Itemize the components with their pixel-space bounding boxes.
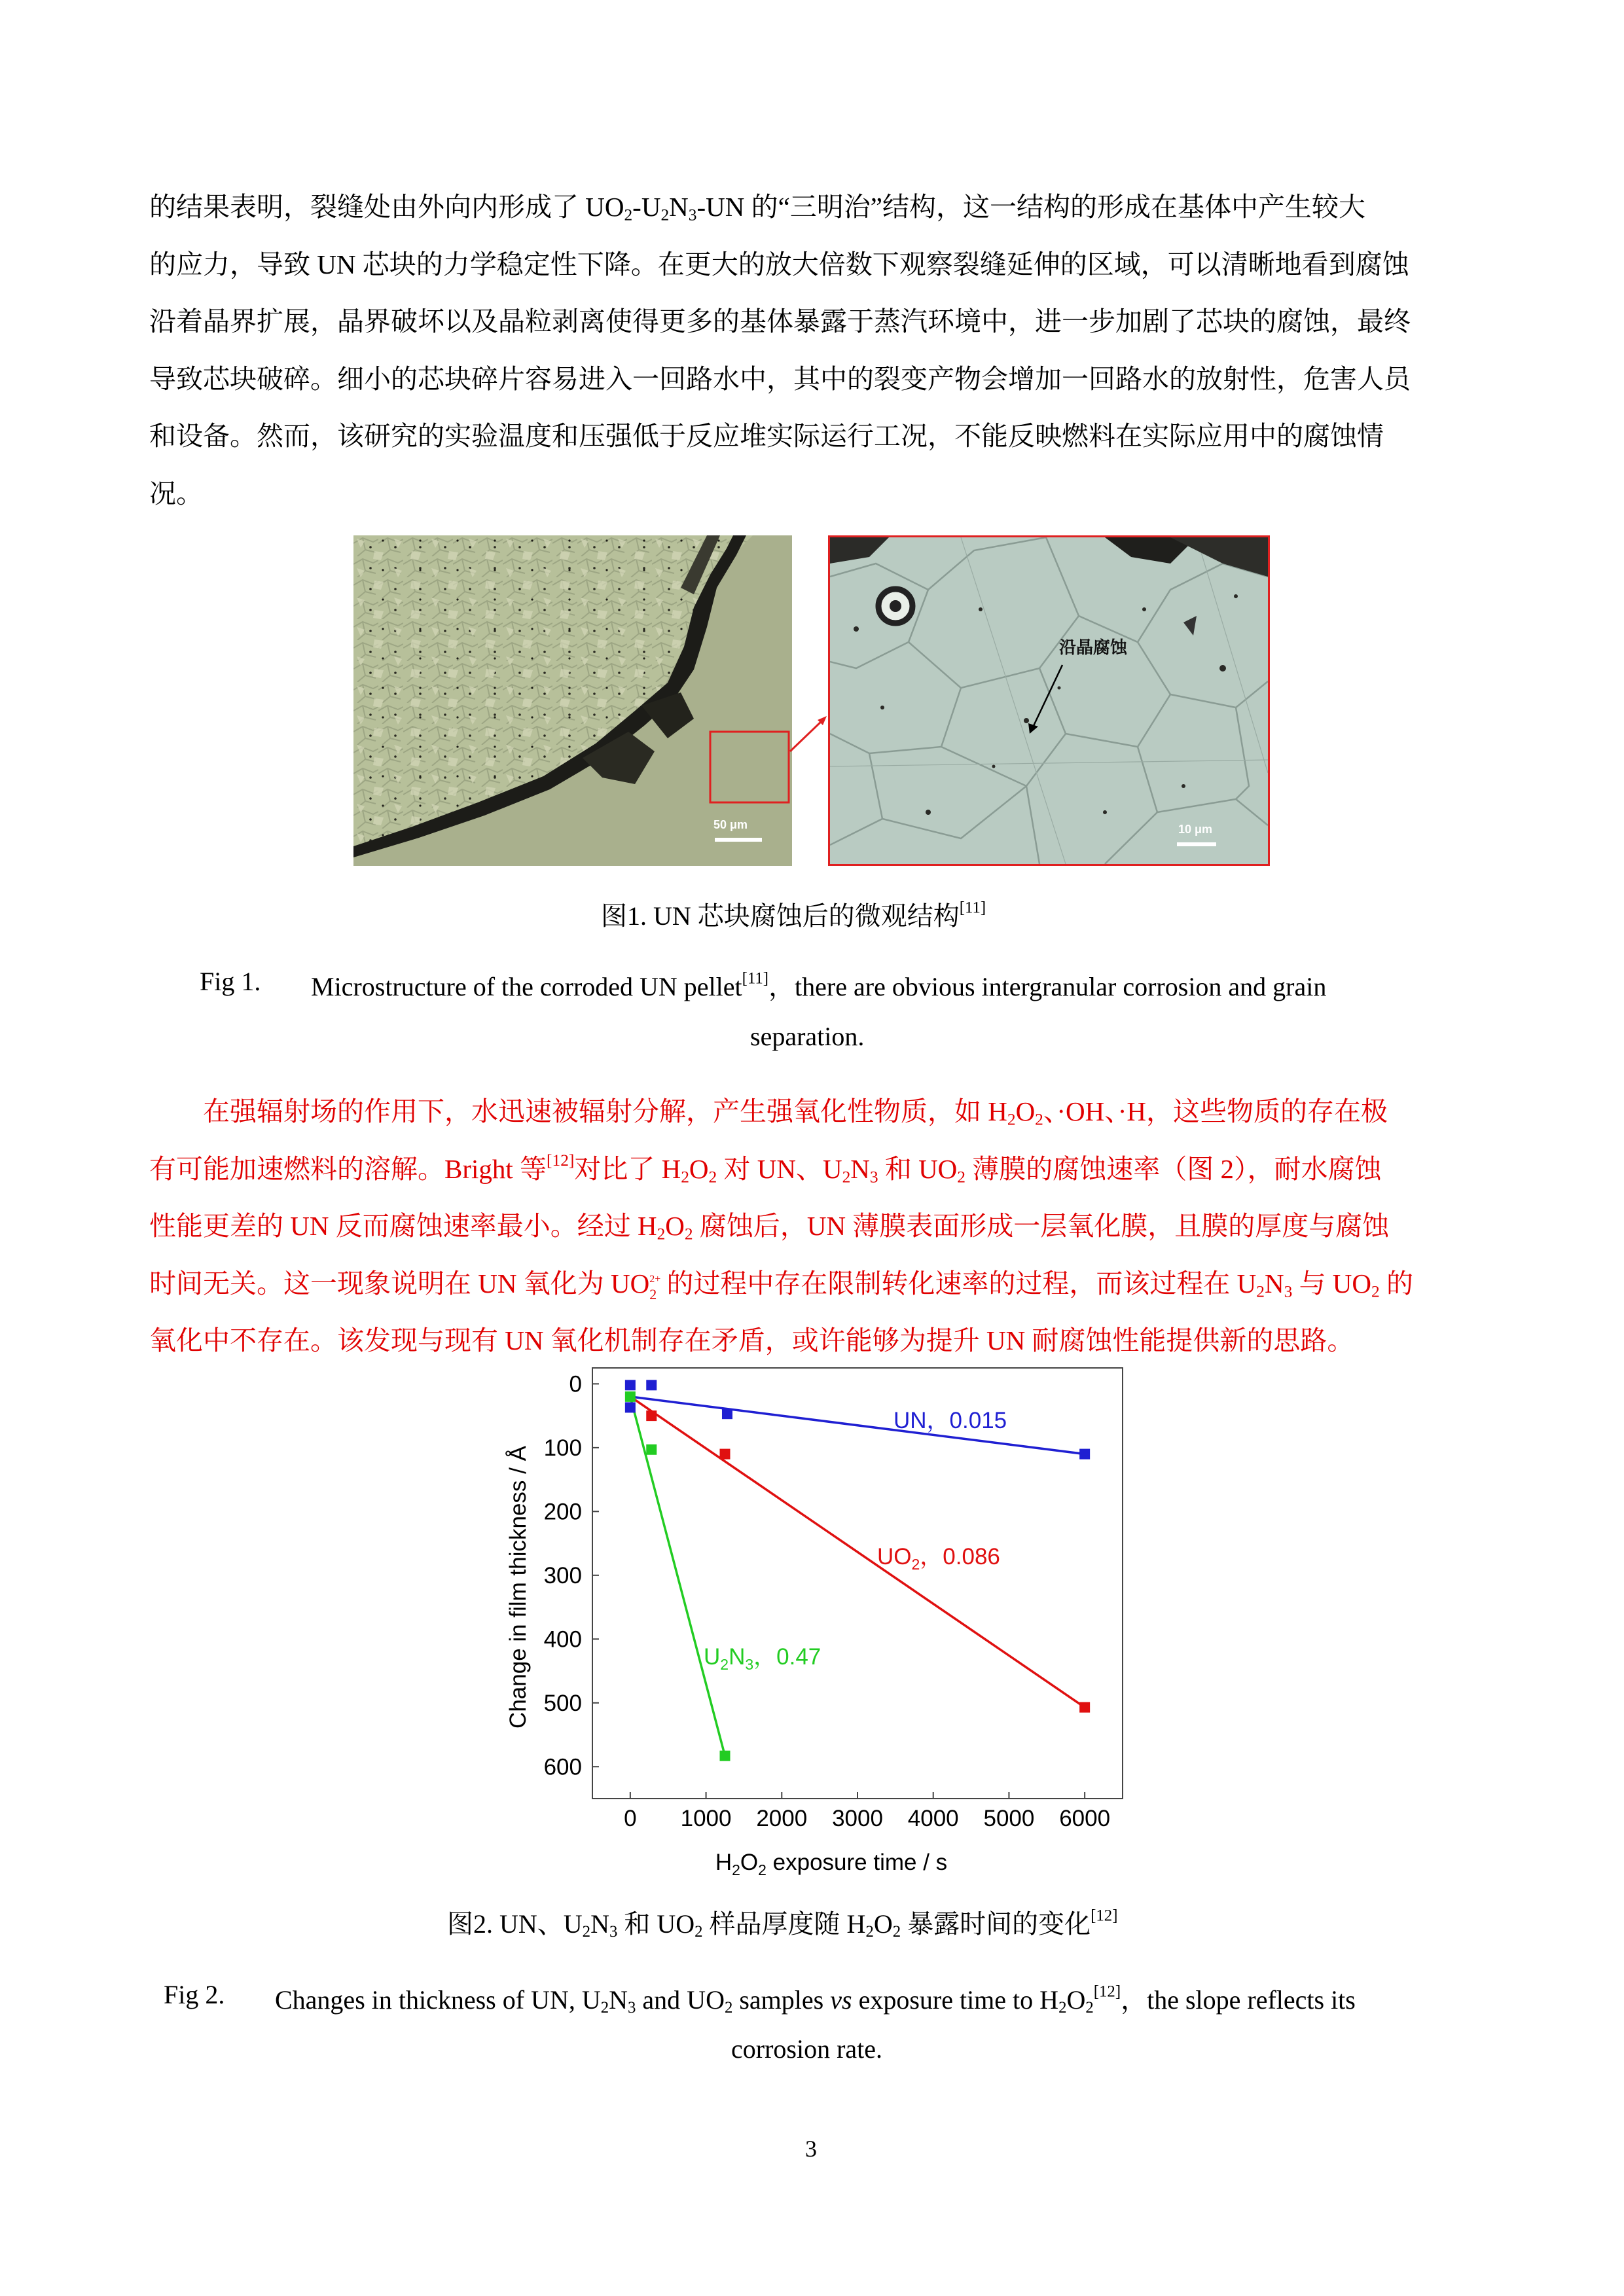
paragraph-1-line-4: 导致芯块破碎。细小的芯块碎片容易进入一回路水中，其中的裂变产物会增加一回路水的放射性，危害人员	[149, 363, 1411, 394]
figure-1-caption-en-label: Fig 1.	[200, 967, 261, 996]
x-tick-label: 5000	[983, 1806, 1035, 1831]
x-tick-label: 4000	[907, 1806, 959, 1831]
y-tick-label: 500	[543, 1690, 582, 1716]
paragraph-1-line-6: 况。	[149, 478, 203, 509]
scale-bar-right-label: 10 μm	[1178, 823, 1213, 836]
x-tick-label: 2000	[756, 1806, 808, 1831]
data-point-uo2	[1079, 1702, 1090, 1713]
paragraph-1-line-2: 的应力，导致 UN 芯块的力学稳定性下降。在更大的放大倍数下观察裂缝延伸的区域，可以清晰地看到腐蚀	[149, 249, 1409, 279]
data-point-un	[722, 1408, 732, 1419]
data-point-un	[625, 1402, 636, 1412]
y-tick-label: 400	[543, 1626, 582, 1653]
paragraph-2-line-5: 氧化中不存在。该发现与现有 UN 氧化机制存在矛盾，或许能够为提升 UN 耐腐蚀性能提供新的思路。	[149, 1325, 1354, 1355]
x-tick-label: 0	[624, 1806, 637, 1831]
y-axis-label: Change in film thickness / Å	[505, 1446, 531, 1729]
paragraph-2-line-2: 有可能加速燃料的溶解。Bright 等[12]对比了 $H_2O_2$ 对 UN、$U_2N_3$ 和 $UO_2$ 薄膜的腐蚀速率（图 2），耐水腐蚀	[149, 1151, 1382, 1186]
plot-frame	[592, 1368, 1123, 1799]
x-tick-label: 3000	[832, 1806, 883, 1831]
micrograph-left	[353, 535, 792, 866]
inset-connector-arrow	[789, 713, 828, 753]
figure-2-chart	[488, 1365, 1142, 1882]
paragraph-2-line-1: 在强辐射场的作用下，水迅速被辐射分解，产生强氧化性物质，如 $H_2O_2$、·OH、·H，这些物质的存在极	[203, 1096, 1388, 1129]
page-number: 3	[805, 2136, 817, 2162]
figure-2-caption-en: Changes in thickness of UN, $U_2N_3$ and $UO_2$ samples vs exposure time to $H_2O_2[12]$，the slope reflects its	[275, 1982, 1356, 2017]
data-point-un	[1079, 1449, 1090, 1460]
figure-2-caption-cn: 图2. UN、$U_2N_3$ 和 $UO_2$ 样品厚度随 $H_2O_2$ 暴露时间的变化[12]	[447, 1907, 1118, 1941]
intergranular-corrosion-annotation: 沿晶腐蚀	[1059, 638, 1128, 658]
figure-1-caption-en-continued: separation.	[750, 1022, 865, 1051]
data-point-un	[646, 1380, 657, 1390]
series-label-u2n3: $U_2N_3$，0.47	[704, 1644, 821, 1673]
figure-2-caption-en-continued: corrosion rate.	[731, 2034, 883, 2064]
paragraph-1-line-5: 和设备。然而，该研究的实验温度和压强低于反应堆实际运行工况，不能反映燃料在实际应用中的腐蚀情	[149, 421, 1384, 451]
paragraph-2-line-4: 时间无关。这一现象说明在 UN 氧化为 UO 2+ 2 的过程中存在限制转化速率的过程，而该过程在 $U_2N_3$ 与 $UO_2$ 的	[149, 1268, 1413, 1302]
paragraph-1	[149, 179, 1485, 522]
data-point-u2n3	[720, 1751, 731, 1761]
y-tick-label: 300	[543, 1562, 582, 1588]
scale-bar-left-label: 50 μm	[713, 818, 748, 831]
figure-1-caption-en: Microstructure of the corroded UN pellet[11]，there are obvious intergranular corrosion and grain	[311, 969, 1327, 1001]
fit-line-un	[630, 1397, 1085, 1454]
micrograph-right	[828, 535, 1270, 866]
data-point-un	[625, 1380, 636, 1390]
data-point-u2n3	[646, 1444, 657, 1455]
paragraph-2-line-3: 性能更差的 UN 反而腐蚀速率最小。经过 $H_2O_2$ 腐蚀后，UN 薄膜表面形成一层氧化膜，且膜的厚度与腐蚀	[149, 1211, 1390, 1244]
paragraph-1-line-3: 沿着晶界扩展，晶界破坏以及晶粒剥离使得更多的基体暴露于蒸汽环境中，进一步加剧了芯块的腐蚀，最终	[149, 306, 1411, 336]
x-tick-label: 1000	[680, 1806, 732, 1831]
figure-2-caption-en-label: Fig 2.	[164, 1980, 225, 2009]
x-tick-label: 6000	[1059, 1806, 1111, 1831]
fit-line-uo2	[630, 1397, 1085, 1708]
data-point-u2n3	[625, 1391, 636, 1402]
data-point-uo2	[720, 1449, 731, 1460]
x-axis-label: $H_2O_2$ exposure time / s	[715, 1850, 948, 1878]
series-label-uo2: $UO_2$，0.086	[877, 1544, 1000, 1573]
data-point-uo2	[646, 1410, 657, 1421]
paragraph-1-line-1: 的结果表明，裂缝处由外向内形成了 $UO_2-U_2N_3-UN$ 的“三明治”结构，这一结构的形成在基体中产生较大	[149, 192, 1365, 224]
y-tick-label: 200	[543, 1499, 582, 1525]
series-label-un: UN，0.015	[893, 1408, 1007, 1433]
y-tick-label: 600	[543, 1754, 582, 1780]
y-tick-label: 0	[569, 1371, 582, 1397]
figure-1-caption-cn: 图1. UN 芯块腐蚀后的微观结构[11]	[601, 899, 986, 931]
y-tick-label: 100	[543, 1435, 582, 1461]
paragraph-2	[149, 1083, 1485, 1370]
